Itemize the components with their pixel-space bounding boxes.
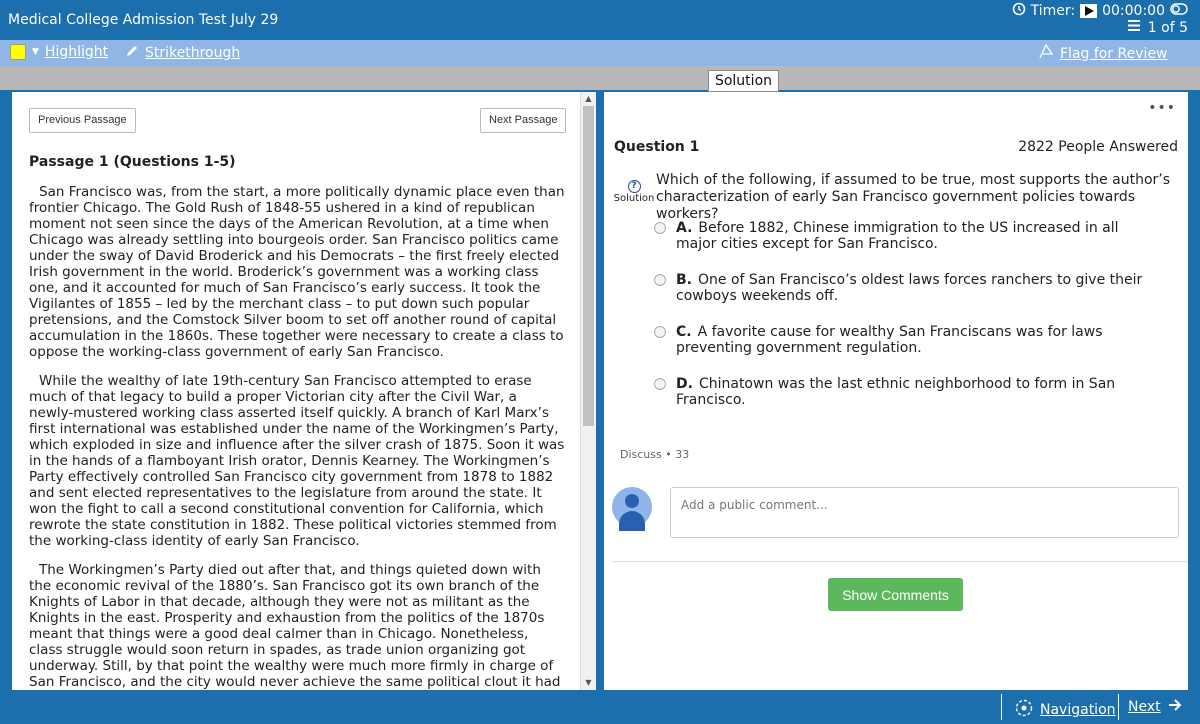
timer-label: Timer:: [1030, 3, 1076, 19]
solution-tab[interactable]: Solution: [708, 70, 779, 92]
previous-passage-button[interactable]: Previous Passage: [29, 108, 136, 133]
timer-toggle-icon[interactable]: [1170, 3, 1188, 19]
pencil-icon: [125, 44, 139, 62]
navigation-icon: [1014, 698, 1034, 722]
option-letter: D.: [676, 376, 693, 392]
radio-button[interactable]: [654, 274, 666, 286]
solution-button[interactable]: [612, 180, 656, 204]
passage-text: [29, 184, 565, 719]
next-button[interactable]: [1128, 698, 1183, 716]
clock-icon: [1012, 2, 1026, 20]
flag-for-review-button[interactable]: [1038, 44, 1168, 63]
help-icon: ?: [628, 180, 641, 193]
option-text: Chinatown was the last ethnic neighborhood to form in San Francisco.: [676, 376, 1116, 408]
option-b[interactable]: [654, 272, 1144, 324]
question-counter-text: 1 of 5: [1147, 19, 1188, 36]
divider: [1001, 694, 1002, 720]
strikethrough-label: Strikethrough: [145, 45, 241, 61]
option-text: One of San Francisco’s oldest laws forces ranchers to give their cowboys weekends off.: [676, 272, 1143, 304]
highlight-color-swatch[interactable]: [10, 44, 26, 60]
question-text: Which of the following, if assumed to be true, most supports the author’s characterization of early San Francisco government policies towards workers?: [656, 172, 1171, 222]
passage-paragraph: The Workingmen’s Party died out after that, and things quieted down with the economic revival of the 1880’s. San Francisco got its own branch of the Knights of Labor in that decade, although they were not as militant as the Knights in the east. Prosperity and exhaustion from the politics of the 1870s meant that things were a good deal calmer than in Chicago. Nonetheless, class struggle would soon return in spades, as trade union organizing got underway. Still, by that point the wealthy were much more firmly in charge of San Francisco, and the city would never achieve the same political clout it had: [29, 562, 561, 690]
divider: [1118, 694, 1119, 720]
divider: [612, 561, 1188, 562]
passage-title: Passage 1 (Questions 1-5): [29, 154, 236, 170]
radio-button[interactable]: [654, 378, 666, 390]
play-icon[interactable]: [1080, 4, 1097, 18]
highlight-button[interactable]: [10, 44, 108, 60]
scroll-down-icon[interactable]: ▼: [585, 678, 592, 687]
passage-scrollbar[interactable]: [580, 92, 596, 690]
timer: [1012, 2, 1188, 20]
show-comments-button[interactable]: Show Comments: [828, 578, 963, 611]
discuss-count: Discuss • 33: [620, 448, 690, 461]
chevron-down-icon[interactable]: ▼: [32, 47, 39, 57]
comment-input[interactable]: [670, 487, 1179, 538]
navigation-label: Navigation: [1040, 702, 1116, 718]
arrow-right-icon: [1167, 698, 1183, 716]
option-text: Before 1882, Chinese immigration to the US increased in all major cities except for San Francisco.: [676, 220, 1119, 252]
radio-button[interactable]: [654, 222, 666, 234]
tab-strip: [0, 66, 1200, 90]
title-bar: [0, 0, 1200, 40]
scroll-up-icon[interactable]: ▲: [585, 94, 592, 103]
passage-paragraph: San Francisco was, from the start, a more politically dynamic place even than frontier Chicago. The Gold Rush of 1848-55 ushered in a kind of republican moment not seen since the days of the American Revolution, at a time when Chicago was already settling into bourgeois order. San Francisco politics came under the sway of David Broderick and his Democrats – the first freely elected Irish government in the world. Broderick’s government was a working class one, and it accounted for much of San Francisco’s early success. It took the Vigilantes of 1855 – led by the merchant class – to put down such popular pretensions, and the Comstock Silver boom to set off another round of capital accumulation in the 1860s. These together were necessary to create a class to oppose the working-class government of early San Francisco.: [29, 184, 565, 360]
option-c[interactable]: [654, 324, 1144, 376]
option-a[interactable]: [654, 220, 1144, 272]
timer-value: 00:00:00: [1102, 3, 1165, 19]
bottom-bar: [0, 690, 1200, 724]
option-d[interactable]: [654, 376, 1144, 428]
scroll-thumb[interactable]: [583, 106, 594, 426]
app-title: Medical College Admission Test July 29: [8, 12, 279, 28]
answer-options: [654, 220, 1144, 428]
flag-label: Flag for Review: [1060, 45, 1168, 62]
next-label: Next: [1128, 699, 1161, 715]
passage-content: [12, 92, 580, 690]
next-passage-button[interactable]: Next Passage: [480, 108, 566, 133]
option-letter: B.: [676, 272, 692, 288]
highlight-label: Highlight: [44, 44, 109, 60]
question-list-icon[interactable]: [1126, 19, 1142, 36]
strikethrough-button[interactable]: [125, 44, 240, 62]
passage-paragraph: While the wealthy of late 19th-century San Francisco attempted to erase much of that legacy to build a proper Victorian city after the Civil War, a newly-mustered working class asserted itself quickly. A branch of Karl Marx’s first international was established under the name of the Workingmen’s Party, which exploded in size and influence after the silver crash of 1875. Soon it was in the hands of a flamboyant Irish orator, Dennis Kearney. The Workingmen’s Party effectively controlled San Francisco city government from 1878 to 1882 and sent elected representatives to the legislature from around the state. It won the fight to call a second constitutional convention for California, which rewrote the state constitution in 1882. These political victories stemmed from the working-class identity of early San Francisco.: [29, 373, 565, 549]
option-letter: A.: [676, 220, 693, 236]
solution-icon-label: Solution: [613, 193, 655, 204]
navigation-button[interactable]: [1014, 698, 1116, 722]
passage-pane: [12, 92, 596, 690]
toolbar: [0, 40, 1200, 66]
question-pane: [604, 92, 1188, 690]
flag-icon: [1038, 44, 1054, 63]
option-text: A favorite cause for wealthy San Franciscans was for laws preventing government regulation.: [676, 324, 1103, 356]
answered-count: 2822 People Answered: [1018, 139, 1178, 155]
option-letter: C.: [676, 324, 692, 340]
question-title: Question 1: [614, 139, 700, 155]
question-counter: [1126, 19, 1188, 36]
radio-button[interactable]: [654, 326, 666, 338]
more-options-icon[interactable]: •••: [1148, 100, 1176, 116]
avatar: [612, 487, 652, 527]
